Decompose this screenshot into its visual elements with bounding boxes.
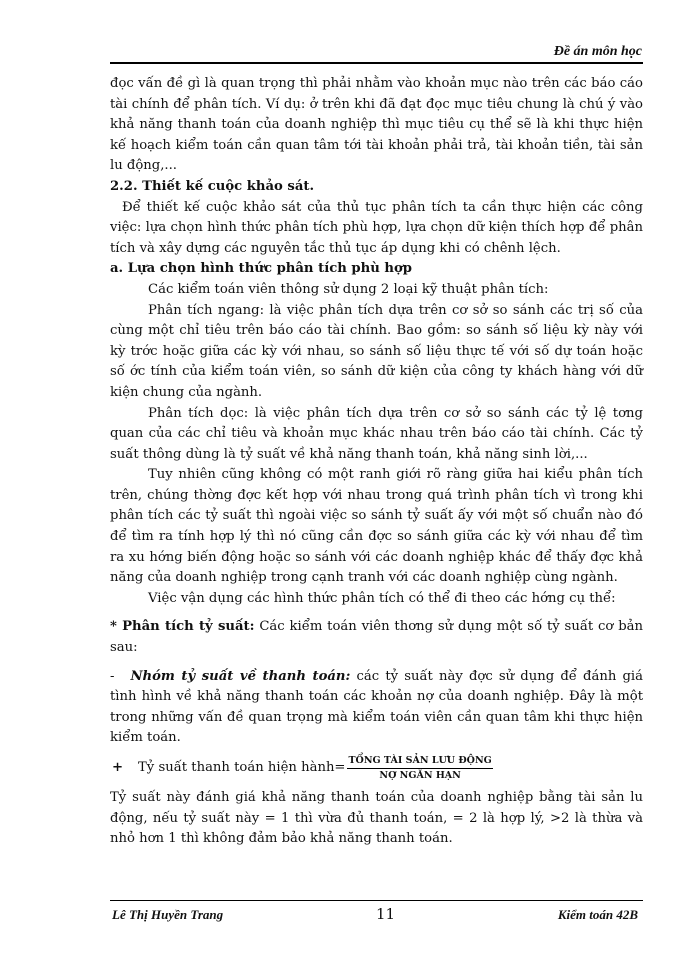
current-ratio-formula (110, 755, 643, 782)
paragraph-combination: Tuy nhiên cũng không có một ranh giới rõ ràng giữa hai kiểu phân tích trên, chúng thờng đợc kết hợp với nhau trong quá trình phân tích vì trong khi phân tích các tỷ suất thì ngoài việc so sánh tỷ suất ấy với một số chuẩn nào đó để tìm ra tính hợp lý thì nó cũng cần đợc so sánh giữa các kỳ với nhau để tìm ra xu hớng biến động hoặc so sánh với các doanh nghiệp khác để thấy đợc khả năng của doanh nghiệp trong cạnh tranh với các doanh nghiệp cùng ngành. (110, 467, 643, 586)
section-heading-2-2: 2.2. Thiết kế cuộc khảo sát. (110, 178, 315, 194)
paragraph-ratio-interpretation: Tỷ suất này đánh giá khả năng thanh toán của doanh nghiệp bằng tài sản lu động, nếu tỷ suất này = 1 thì vừa đủ thanh toán, = 2 là hợp lý, >2 là thừa và nhỏ hơn 1 thì không đảm bảo khả năng thanh toán. (110, 790, 643, 847)
subsection-heading-a: a. Lựa chọn hình thức phân tích phù hợp (110, 261, 413, 277)
paragraph-ratio-analysis (110, 617, 643, 658)
paragraph-liquidity-group (110, 667, 643, 749)
formula-label: Tỷ suất thanh toán hiện hành= (138, 760, 346, 776)
formula-fraction (347, 755, 492, 782)
paragraph-horizontal-analysis: Phân tích ngang: là việc phân tích dựa trên cơ sở so sánh các trị số của cùng một chỉ tiêu trên báo cáo tài chính. Bao gồm: so sánh số liệu kỳ này với kỳ trớc hoặc giữa các kỳ với nhau, so sánh số liệu thực tế với số dự toán hoặc số ớc tính của kiểm toán viên, so sánh dữ kiện của công ty khách hàng với dữ kiện chung của ngành. (110, 302, 643, 400)
footer-rule (110, 900, 643, 901)
footer-author: Lê Thị Huyền Trang (112, 907, 224, 922)
header-title: Đề án môn học (553, 44, 642, 59)
paragraph-directions: Việc vận dụng các hình thức phân tích có thể đi theo các hớng cụ thể: (148, 590, 616, 606)
dash-marker: - (110, 668, 115, 684)
plus-bullet: + (112, 760, 124, 776)
paragraph-intro: đọc vấn đề gì là quan trọng thì phải nhằm vào khoản mục nào trên các báo cáo tài chính để phân tích. Ví dụ: ở trên khi đã đạt đọc mục tiêu chung là chú ý vào khả năng thanh toán của doanh nghiệp thì mục tiêu cụ thể sẽ là khi thực hiện kế hoạch kiểm toán cần quan tâm tới tài khoản phải trả, tài khoản tiền, tài sản lu động,... (110, 76, 643, 174)
footer-class: Kiểm toán 42B (557, 907, 638, 922)
paragraph-vertical-analysis: Phân tích dọc: là việc phân tích dựa trên cơ sở so sánh các tỷ lệ tơng quan của các chỉ tiêu và khoản mục khác nhau trên báo cáo tài chính. Các tỷ suất thông dùng là tỷ suất về khả năng thanh toán, khả năng sinh lời,... (110, 405, 643, 462)
liquidity-group-text: các tỷ suất này đợc sử dụng để đánh giá tình hình về khả năng thanh toán các khoản nợ của doanh nghiệp. Đây là một trong những vấn đề quan trọng mà kiểm toán viên cần quan tâm khi thực hiện kiểm toán. (110, 668, 643, 746)
ratio-analysis-label: * Phân tích tỷ suất: (110, 619, 255, 635)
header-rule (110, 62, 643, 64)
formula-numerator: TỔNG TÀI SẢN LƯU ĐỘNG (347, 755, 492, 769)
paragraph-survey-design: Để thiết kế cuộc khảo sát của thủ tục phân tích ta cần thực hiện các công việc: lựa chọn hình thức phân tích phù hợp, lựa chọn dữ kiện thích hợp để phân tích và xây dựng các nguyên tắc thủ tục áp dụng khi có chênh lệch. (110, 199, 643, 256)
page-number: 11 (376, 905, 396, 923)
paragraph-techniques: Các kiểm toán viên thông sử dụng 2 loại kỹ thuật phân tích: (148, 281, 549, 297)
liquidity-group-label: Nhóm tỷ suất về thanh toán: (130, 668, 351, 684)
page-body (110, 74, 643, 850)
ratio-analysis-text: Các kiểm toán viên thơng sử dụng một số tỷ suất cơ bản sau: (110, 619, 643, 656)
formula-denominator: NỢ NGẮN HẠN (379, 770, 461, 781)
